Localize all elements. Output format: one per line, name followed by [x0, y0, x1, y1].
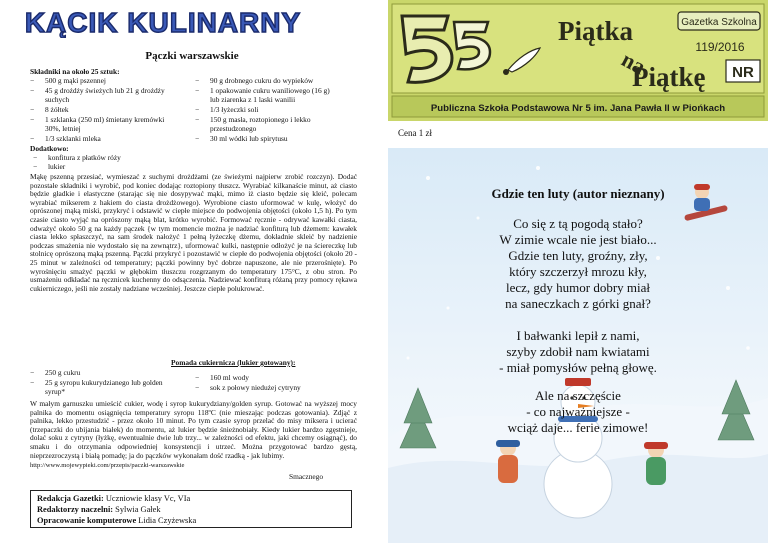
ingredient-item: 1 szklanka (250 ml) śmietany kremówki	[45, 115, 165, 124]
ingredient-item: 30%, letniej	[45, 124, 81, 133]
poem-line: Co się z tą pogodą stało?	[513, 216, 643, 231]
credit-line	[37, 493, 345, 504]
poem-line: - miał pomysłów pełną głowę.	[499, 360, 657, 375]
ingredient-item: 8 żółtek	[45, 105, 69, 114]
issue-number: 119/2016	[695, 40, 745, 54]
ingredient-item: przestudzonego	[210, 124, 257, 133]
poem-line: I bałwanki lepił z nami,	[516, 328, 640, 343]
ingredient-item: 45 g drożdży świeżych lub 21 g drożdży	[45, 86, 165, 95]
bullet: −	[33, 153, 38, 162]
extra-heading: Dodatkowo:	[30, 144, 69, 153]
smacznego-text: Smacznego	[289, 472, 324, 481]
poem-stanza-3	[388, 388, 768, 436]
title-piatka: Piątka	[558, 16, 634, 46]
bullet: −	[30, 134, 35, 143]
kacik-title: KĄCIK KULINARNY	[24, 7, 302, 38]
bullet: −	[33, 162, 38, 171]
credit-value: Sylwia Gałek	[115, 505, 161, 514]
recipe-title: Pączki warszawskie	[145, 50, 239, 62]
bullet: −	[30, 378, 35, 387]
ingredient-item: 90 g drobnego cukru do wypieków	[210, 76, 314, 85]
credit-label: Opracowanie komputerowe	[37, 516, 137, 525]
masthead	[388, 0, 768, 121]
bullet: −	[30, 115, 35, 124]
bullet: −	[195, 86, 200, 95]
icing-heading: Pomada cukiernicza (lukier gotowany):	[171, 358, 296, 367]
school-name: Publiczna Szkoła Podstawowa Nr 5 im. Jana Pawła II w Piońkach	[430, 103, 726, 114]
bullet: −	[195, 76, 200, 85]
credit-value: Lidia Czyżewska	[138, 516, 197, 525]
price-label: Cena 1 zł	[398, 128, 432, 138]
poem-line: Gdzie ten luty, groźny, zły,	[508, 248, 648, 263]
bullet: −	[195, 134, 200, 143]
poem-line: W zimie wcale nie jest biało...	[499, 232, 657, 247]
bullet: −	[195, 373, 200, 382]
ingredient-item: 150 g masła, roztopionego i lekko	[210, 115, 311, 124]
ingredient-item: suchych	[45, 95, 70, 104]
ingredients-heading: Składniki na około 25 sztuk:	[30, 67, 120, 76]
poem-line: - co najważniejsze -	[526, 404, 630, 419]
poem-line: na saneczkach z górki gnał?	[505, 296, 651, 311]
poem-stanza-2	[388, 328, 768, 376]
bullet: −	[195, 105, 200, 114]
bullet: −	[30, 76, 35, 85]
ingredient-item: 1 opakowanie cukru waniliowego (16 g)	[210, 86, 330, 95]
poem-line: który szczerzył mrozu kły,	[509, 264, 647, 279]
bullet: −	[195, 115, 200, 124]
editorial-credits	[30, 490, 352, 528]
credit-label: Redaktorzy naczelni:	[37, 505, 114, 514]
ingredient-item: 30 ml wódki lub spirytusu	[210, 134, 288, 143]
title-na: na	[617, 46, 650, 80]
credit-line	[37, 515, 345, 526]
poem-line: wciąż daje... ferie zimowe!	[507, 420, 649, 435]
icing-item: 25 g syropu kukurydzianego lub golden	[45, 378, 163, 387]
extra-item: lukier	[48, 162, 66, 171]
bullet: −	[30, 105, 35, 114]
ingredient-item: lub ziarenka z 1 laski wanilii	[210, 95, 296, 104]
ingredient-item: 500 g mąki pszennej	[45, 76, 106, 85]
poem-line: Ale na szczęście	[535, 388, 621, 403]
source-link[interactable]: http://www.mojewypieki.com/przepis/paczki-warszawskie	[30, 462, 185, 469]
ingredient-item: 1/3 szklanki mleka	[45, 134, 101, 143]
poem-title: Gdzie ten luty (autor nieznany)	[491, 186, 665, 201]
kacik-kulinarny-header	[22, 6, 304, 38]
bullet: −	[30, 86, 35, 95]
poem-line: szyby zdobił nam kwiatami	[506, 344, 650, 359]
newsletter-cover	[388, 0, 768, 543]
bullet: −	[30, 368, 35, 377]
poem-line: lecz, gdy humor dobry miał	[505, 280, 651, 295]
extra-item: konfitura z płatków róży	[48, 153, 121, 162]
credit-line	[37, 504, 345, 515]
icing-item: 160 ml wody	[210, 373, 250, 382]
icing-item: sok z połowy niedużej cytryny	[210, 383, 301, 392]
ingredient-item: 1/3 łyżeczki soli	[210, 105, 259, 114]
poem-stanza-1	[388, 216, 768, 312]
title-piatke: Piątkę	[632, 62, 706, 92]
recipe-method: Mąkę pszenną przesiać, wymieszać z suchymi drożdżami (ze świeżymi najpierw zrobić rozczyn). Dodać pozostałe składniki i wyrobić, pod koniec dodając roztopiony tłuszcz. Wyrabiać kilkanaście minut, aż ciasto będzie gładkie i elastyczne (starając się nie dosypywać mąki, mimo iż ciasto będzie się kleić, polecam wyrabiać mikserem z hakiem do ciasta drożdżowego). Wyrobione ciasto uformować w kulę, włożyć do oprószonej mąką miski, przykryć i odstawić w ciepłe miejsce do podwojenia objętości (około 1,5 h). Po tym czasie ciasto wyjąć na oprószony mąką blat, krótko wyrobić. Formować ręcznie - odrywać kawałki ciasta, odważyć około 50 g na każdy pączek {w tym momencie można je nadziać konfiturą lub dżemem: kawałek ciasta lekko spłaszczyć, na sam środek nałożyć 1 pełną łyżeczkę dżemu, dokładnie skleić by nadzienie podczas smażenia nie wydostało się na zewnątrz}, uformować kulki, następnie odłożyć je na ściereczkę lub stolnicę oprószoną mąką pszenną. Pączki przykryć i pozostawić w ciepłe do podwojenia objętości (około 20 - 25 minut w zależności od temperatury; pączki powinny być dobrze napuszone, ale nie przerośnięte). Po wyrośnięciu smażyć pączki w głębokim tłuszczu rozgrzanym do temperatury 175°C, z obu stron. Po usmażeniu odkładać na ręcznicek kuchenny do odsączenia. Nadziewać konfiturą różaną przy pomocy rękawa cukierniczego, jeśli nie zostały nadziane wcześniej. Jeszcze ciepłe polukrować.	[30, 172, 357, 293]
icing-method: W małym garnuszku umieścić cukier, wodę i syrop kukurydziany/golden syrup. Gotować na wyższej mocy palnika do momentu osiągnięcia temperatury syropu 118ºC (nie mieszając podczas gotowania). Zdjąć z palnika, lekko przestudzić - przez około 10 minut. Po tym czasie syrop przelać do misy miksera i ucierać (trzepaczki do ubijania białek) do momentu, aż lukier będzie śnieżnobiały. Kiedy lukier bardzo zgęstnieje, dolać soku z cytryny (łyżkę, ewentualnie dwie lub trzy... w zależności od efektu, jaki chcemy osiągnąć), do smaku i do otrzymania odpowiedniej konsystencji i utrzeć. Można przygotować bardzo gęstą, nieprzezroczystą i białą pomadę; ja do pączków wykonałam dość rzadką - jak lubimy.	[30, 399, 357, 460]
credit-label: Redakcja Gazetki:	[37, 494, 104, 503]
bullet: −	[195, 383, 200, 392]
icing-item: syrup*	[45, 387, 66, 396]
nr-label: NR	[732, 64, 754, 81]
credit-value: Uczniowie klasy Vc, VIa	[105, 494, 191, 503]
gazetka-tag: Gazetka Szkolna	[681, 17, 757, 28]
icing-item: 250 g cukru	[45, 368, 81, 377]
